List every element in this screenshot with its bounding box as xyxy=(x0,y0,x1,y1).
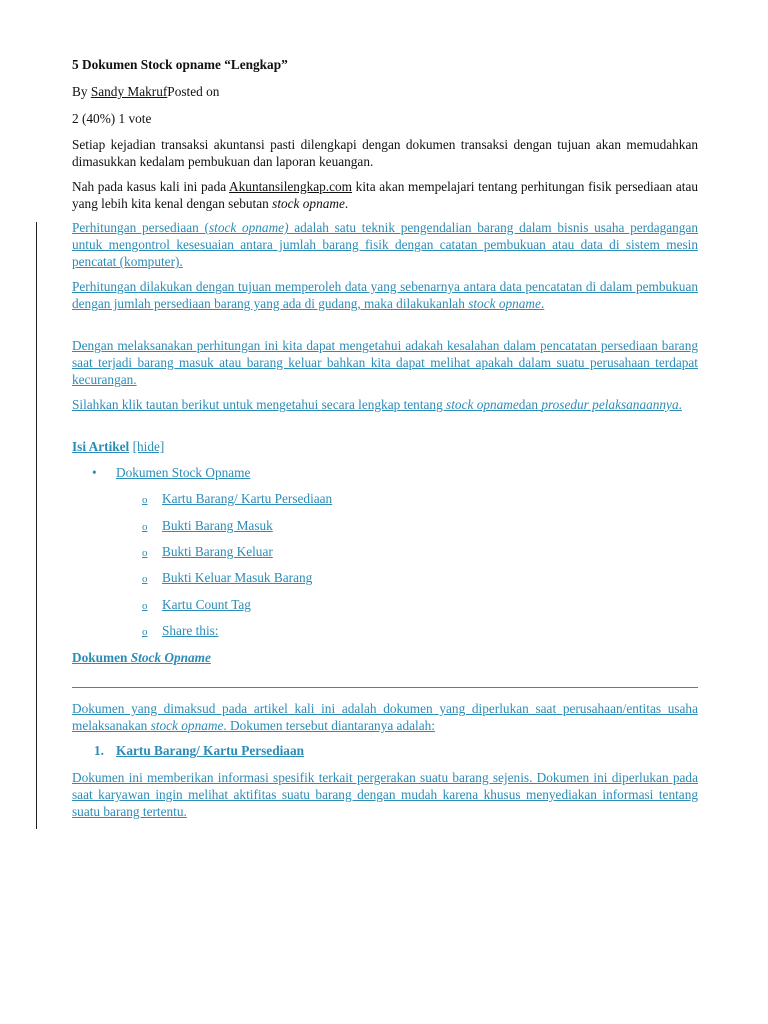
site-link[interactable]: Akuntansilengkap.com xyxy=(229,179,353,194)
block4-text-a: Silahkan klik tautan berikut untuk mengetahui secara lengkap tentang xyxy=(72,397,447,412)
toc-subitem-label: Kartu Barang/ Kartu Persediaan xyxy=(162,491,333,506)
intro2-text-a: Nah pada kasus kali ini pada xyxy=(72,179,230,194)
toc-hide-link[interactable]: [hide] xyxy=(132,439,165,454)
link-paragraph-1[interactable] xyxy=(72,219,698,270)
block2-text-end: . xyxy=(540,296,545,311)
section-divider xyxy=(72,687,698,688)
section-heading[interactable] xyxy=(72,649,211,666)
toc-subitem[interactable] xyxy=(142,596,251,615)
circle-bullet-icon: o xyxy=(142,547,148,559)
block4-emphasis-2: prosedur pelaksanaannya xyxy=(541,397,679,412)
toc-subitem[interactable] xyxy=(142,517,273,536)
heading-number: 1. xyxy=(94,743,104,758)
byline-suffix: Posted on xyxy=(167,84,220,99)
author-link[interactable]: Sandy Makruf xyxy=(90,84,168,99)
block1-text-a: Perhitungan persediaan ( xyxy=(72,220,209,235)
block1-emphasis: stock opname) xyxy=(208,220,289,235)
link-paragraph-5[interactable] xyxy=(72,700,698,734)
intro2-text-end: . xyxy=(344,196,349,211)
toc-subitem[interactable] xyxy=(142,622,219,641)
link-paragraph-3[interactable]: Dengan melaksanakan perhitungan ini kita dapat mengetahui adakah kesalahan dalam pencatatan persediaan barang saat terjadi barang masuk atau barang keluar bahkan kita dapat melihat apakah dalam suatu perusahaan terdapat kecurangan. xyxy=(72,338,698,387)
toc-subitem-label: Bukti Keluar Masuk Barang xyxy=(162,570,313,585)
toc-item-label: Dokumen Stock Opname xyxy=(116,465,251,480)
circle-bullet-icon: o xyxy=(142,521,148,533)
circle-bullet-icon: o xyxy=(142,573,148,585)
byline-prefix: By xyxy=(72,84,91,99)
byline xyxy=(72,83,219,100)
toc-heading-label: Isi Artikel xyxy=(72,439,130,454)
block1-text-b: adalah satu teknik pengendalian barang dalam bisnis usaha perdagangan untuk mengontrol kesesuaian antara jumlah barang fisik dengan catatan pembukuan atau data di sistem mesin pencatat (komputer). xyxy=(72,220,699,269)
block4-text-b: dan xyxy=(518,397,542,412)
rating-text: 2 (40%) 1 vote xyxy=(72,111,152,126)
toc-heading xyxy=(72,438,164,455)
intro-paragraph-2 xyxy=(72,178,698,212)
block4-text-end: . xyxy=(678,397,682,412)
block2-emphasis: stock opname xyxy=(468,296,541,311)
block4-emphasis-1: stock opname xyxy=(446,397,519,412)
toc-subitem-label: Kartu Count Tag xyxy=(162,597,251,612)
toc-subitem-label: Bukti Barang Masuk xyxy=(162,518,273,533)
intro-paragraph-1: Setiap kejadian transaksi akuntansi pasti dilengkapi dengan dokumen transaksi dengan tujuan akan memudahkan dimasukkan kedalam pembukuan dan laporan keuangan. xyxy=(72,137,698,169)
desc1-emphasis: stock opname xyxy=(150,718,224,733)
block2-text-a: Perhitungan dilakukan dengan tujuan memperoleh data yang sebenarnya antara data pencatatan di dalam pembukuan dengan jumlah persediaan barang yang ada di gudang, maka dilakukanlah xyxy=(72,279,698,311)
toc-subitem[interactable] xyxy=(142,490,332,509)
section-heading-text: Dokumen xyxy=(72,650,131,665)
intro2-text-b: kita akan mempelajari tentang perhitungan fisik persediaan atau yang lebih kita kenal dengan sebutan xyxy=(72,179,698,211)
bullet-icon: • xyxy=(92,465,97,480)
circle-bullet-icon: o xyxy=(142,494,148,506)
circle-bullet-icon: o xyxy=(142,600,148,612)
link-paragraph-2[interactable] xyxy=(72,278,698,312)
intro2-emphasis: stock opname xyxy=(272,196,345,211)
toc-subitem[interactable] xyxy=(142,569,312,588)
circle-bullet-icon: o xyxy=(142,626,148,638)
page-title: 5 Dokumen Stock opname “Lengkap” xyxy=(72,57,288,72)
numbered-heading[interactable] xyxy=(94,742,304,759)
desc1-text-b: . Dokumen tersebut diantaranya adalah: xyxy=(223,718,435,733)
toc-subitem-label: Share this: xyxy=(162,623,219,638)
section-heading-emphasis: Stock Opname xyxy=(130,650,211,665)
toc-item[interactable] xyxy=(92,464,250,481)
margin-change-bar xyxy=(36,222,37,829)
toc-subitem[interactable] xyxy=(142,543,273,562)
desc1-text-a: Dokumen yang dimaksud pada artikel kali ini adalah dokumen yang diperlukan saat perusahaan/entitas usaha melaksanakan xyxy=(72,701,698,733)
link-paragraph-4[interactable] xyxy=(72,396,682,413)
link-paragraph-6[interactable]: Dokumen ini memberikan informasi spesifik terkait pergerakan suatu barang sejenis. Dokumen ini diperlukan pada saat karyawan ingin melihat aktifitas suatu barang dengan mudah karena khusus menyediakan informasi tentang suatu barang tertentu. xyxy=(72,770,698,819)
toc-subitem-label: Bukti Barang Keluar xyxy=(162,544,273,559)
heading-text: Kartu Barang/ Kartu Persediaan xyxy=(116,743,304,758)
